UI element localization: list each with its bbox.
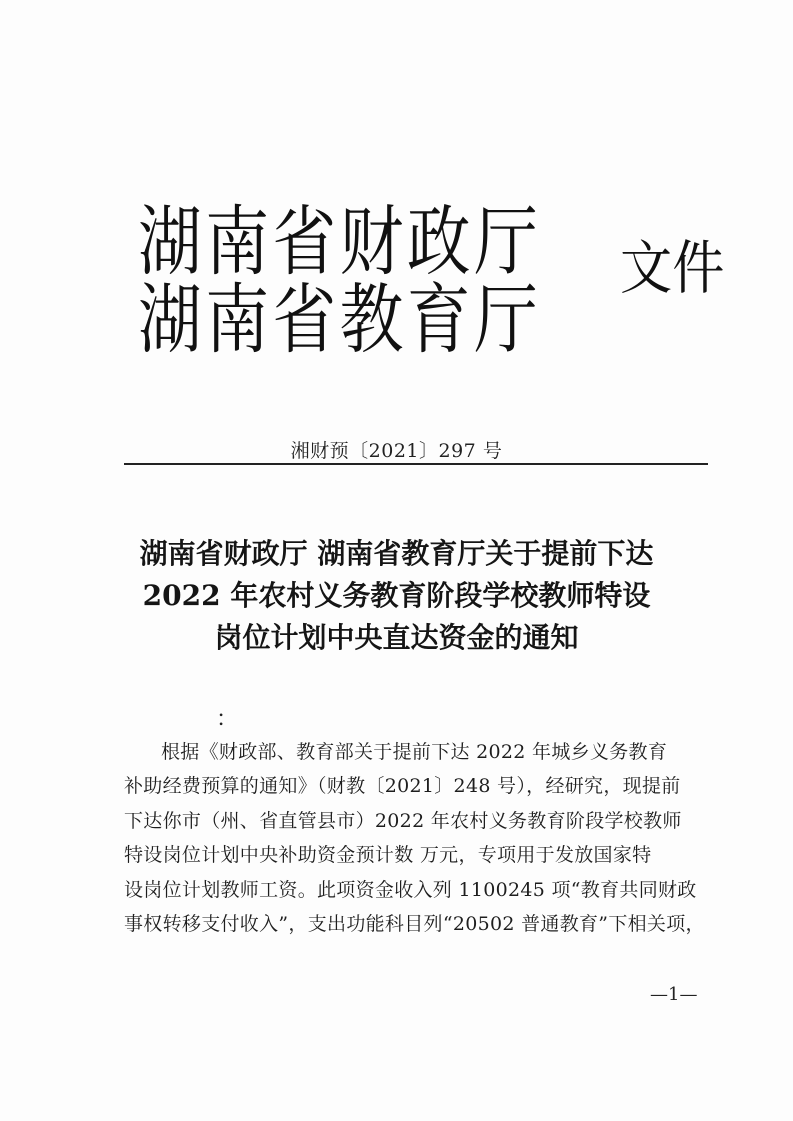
body-line: 根据《财政部、教育部关于提前下达 2022 年城乡义务教育 — [161, 741, 668, 763]
body-line: 特设岗位计划中央补助资金预计数 万元，专项用于发放国家特 — [124, 844, 652, 867]
issuer-education-department: 湖南省教育厅 — [138, 275, 542, 364]
document-title — [0, 533, 793, 659]
body-paragraph — [124, 735, 716, 941]
page-number: —1— — [650, 984, 698, 1005]
document-header — [138, 197, 725, 372]
body-line: 补助经费预算的通知》（财教〔2021〕248 号），经研究，现提前 — [124, 775, 681, 798]
title-line-2: 2022 年农村义务教育阶段学校教师特设 — [142, 579, 651, 612]
body-line: 设岗位计划教师工资。此项资金收入列 1100245 项“教育共同财政 — [124, 878, 697, 901]
title-line-3: 岗位计划中央直达资金的通知 — [214, 621, 579, 654]
document-number: 湘财预〔2021〕297 号 — [290, 440, 503, 462]
document-type-label: 文件 — [620, 234, 725, 302]
header-divider — [124, 463, 708, 465]
body-line: 下达你市（州、省直管县市）2022 年农村义务教育阶段学校教师 — [124, 809, 682, 832]
body-line: 事权转移支付收入”，支出功能科目列“20502 普通教育”下相关项， — [124, 913, 705, 936]
recipient-line: ： — [216, 707, 239, 732]
issuer-finance-department: 湖南省财政厅 — [138, 197, 542, 286]
title-line-1: 湖南省财政厅 湖南省教育厅关于提前下达 — [139, 537, 654, 570]
